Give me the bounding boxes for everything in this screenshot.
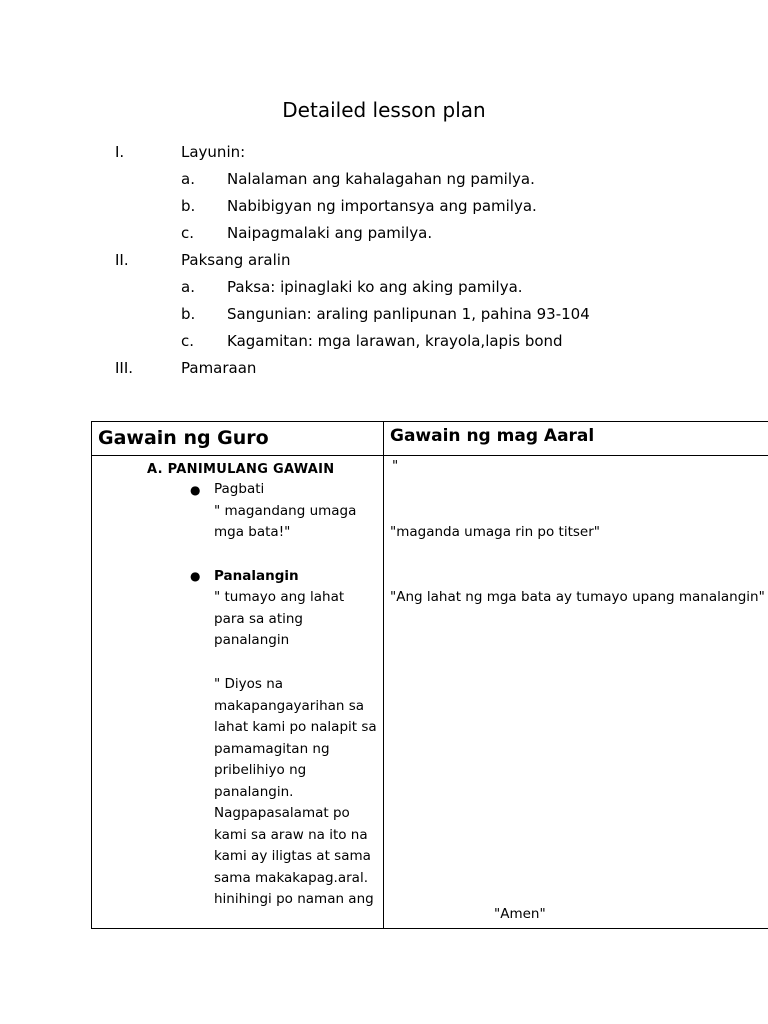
outline-section-objectives bbox=[0, 142, 768, 169]
section-numeral: III. bbox=[115, 359, 134, 377]
prayer-reply: "Ang lahat ng mga bata ay tumayo upang manalangin" bbox=[390, 589, 765, 605]
lesson-outline bbox=[0, 142, 768, 385]
header-student-activity: Gawain ng mag Aaral bbox=[384, 422, 768, 456]
student-activity-cell bbox=[384, 456, 768, 929]
prayer-line: lahat kami po nalapit sa bbox=[214, 719, 377, 735]
outline-item bbox=[0, 277, 768, 304]
item-letter: b. bbox=[181, 197, 196, 215]
prayer-instruction-line: panalangin bbox=[214, 632, 290, 648]
outline-section-subject bbox=[0, 250, 768, 277]
prayer-line: makapangayarihan sa bbox=[214, 698, 365, 714]
outline-item bbox=[0, 331, 768, 358]
outline-item bbox=[0, 169, 768, 196]
outline-item bbox=[0, 304, 768, 331]
item-text: Nabibigyan ng importansya ang pamilya. bbox=[227, 197, 537, 215]
prayer-line: sama makakapag.aral. bbox=[214, 870, 368, 886]
bullet-icon: ● bbox=[190, 569, 201, 583]
section-label: Paksang aralin bbox=[181, 251, 291, 269]
item-text: Nalalaman ang kahalagahan ng pamilya. bbox=[227, 170, 535, 188]
amen-reply: "Amen" bbox=[494, 906, 546, 922]
greeting-line: " magandang umaga bbox=[214, 503, 357, 519]
table-header-row bbox=[92, 422, 768, 456]
item-text: Kagamitan: mga larawan, krayola,lapis bond bbox=[227, 332, 563, 350]
opening-quote: " bbox=[392, 458, 399, 474]
prayer-line: " Diyos na bbox=[214, 676, 284, 692]
prayer-instruction-line: para sa ating bbox=[214, 611, 303, 627]
greeting-reply: "maganda umaga rin po titser" bbox=[390, 524, 600, 540]
table-row bbox=[92, 456, 768, 929]
prayer-line: hinihingi po naman ang bbox=[214, 891, 374, 907]
prayer-line: pamamagitan ng bbox=[214, 741, 330, 757]
item-text: Sangunian: araling panlipunan 1, pahina 93-104 bbox=[227, 305, 590, 323]
section-heading: A. PANIMULANG GAWAIN bbox=[147, 462, 335, 477]
section-label: Pamaraan bbox=[181, 359, 257, 377]
section-label: Layunin: bbox=[181, 143, 246, 161]
prayer-line: kami ay iligtas at sama bbox=[214, 848, 371, 864]
prayer-line: panalangin. bbox=[214, 784, 294, 800]
prayer-line: Nagpapasalamat po bbox=[214, 805, 350, 821]
teacher-activity-cell bbox=[92, 456, 384, 929]
item-letter: a. bbox=[181, 278, 195, 296]
section-numeral: I. bbox=[115, 143, 125, 161]
greeting-label: Pagbati bbox=[214, 481, 265, 497]
outline-item bbox=[0, 223, 768, 250]
prayer-line: kami sa araw na ito na bbox=[214, 827, 368, 843]
outline-section-procedure bbox=[0, 358, 768, 385]
item-text: Naipagmalaki ang pamilya. bbox=[227, 224, 433, 242]
outline-item bbox=[0, 196, 768, 223]
bullet-icon: ● bbox=[190, 483, 201, 497]
greeting-line: mga bata!" bbox=[214, 524, 291, 540]
activity-table bbox=[91, 421, 768, 929]
item-letter: c. bbox=[181, 224, 195, 242]
section-numeral: II. bbox=[115, 251, 129, 269]
item-text: Paksa: ipinaglaki ko ang aking pamilya. bbox=[227, 278, 523, 296]
item-letter: b. bbox=[181, 305, 196, 323]
item-letter: a. bbox=[181, 170, 195, 188]
page-title: Detailed lesson plan bbox=[282, 98, 486, 122]
prayer-line: pribelihiyo ng bbox=[214, 762, 307, 778]
header-teacher-activity: Gawain ng Guro bbox=[92, 422, 384, 456]
item-letter: c. bbox=[181, 332, 195, 350]
prayer-label: Panalangin bbox=[214, 568, 299, 584]
prayer-instruction-line: " tumayo ang lahat bbox=[214, 589, 345, 605]
